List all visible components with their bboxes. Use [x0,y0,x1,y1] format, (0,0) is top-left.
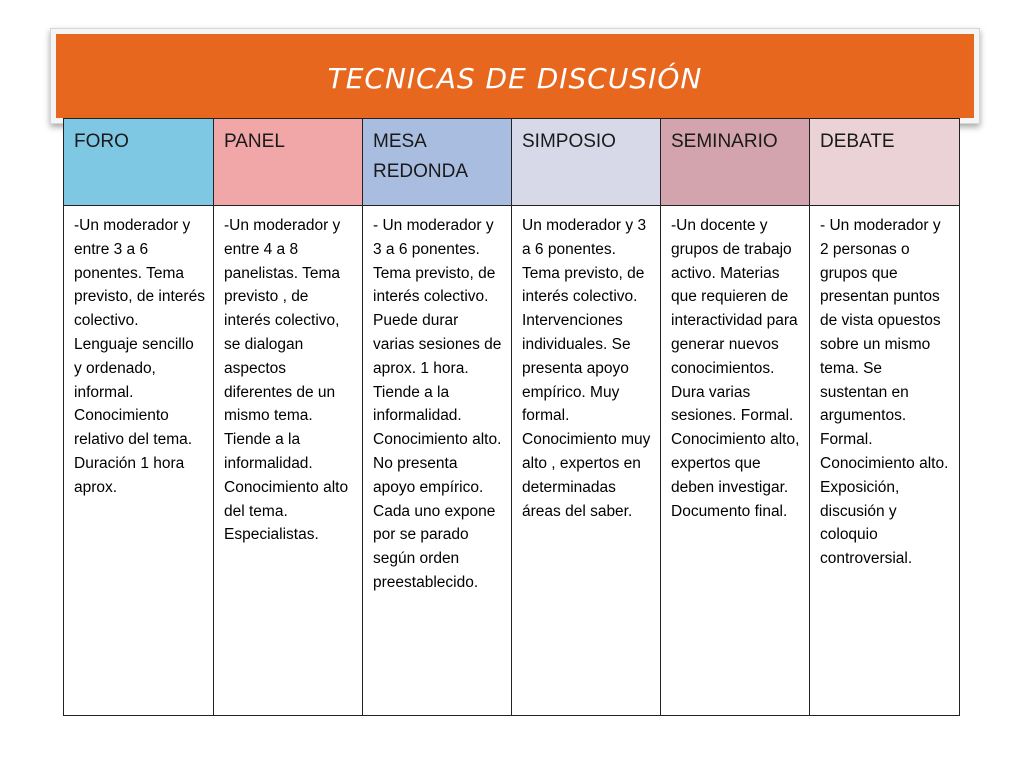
title-banner [56,34,974,118]
cell-seminario: -Un docente y grupos de trabajo activo. Materias que requieren de interactividad para generar nuevos conocimientos. Dura varias sesiones. Formal. Conocimiento alto, expertos que deben investigar. Documento final. [661,206,810,716]
title-banner-frame [50,28,980,124]
cell-mesa-redonda: - Un moderador y 3 a 6 ponentes. Tema previsto, de interés colectivo. Puede durar varias sesiones de aprox. 1 hora. Tiende a la informalidad. Conocimiento alto. No presenta apoyo empírico. Cada uno expone por se parado según orden preestablecido. [363,206,512,716]
table-row [64,206,960,716]
header-foro: FORO [64,119,214,206]
table-header-row [64,119,960,206]
header-debate: DEBATE [810,119,960,206]
page-title: TECNICAS DE DISCUSIÓN [327,61,703,95]
cell-debate: - Un moderador y 2 personas o grupos que presentan puntos de vista opuestos sobre un mismo tema. Se sustentan en argumentos. Formal. Conocimiento alto. Exposición, discusión y coloquio controversial. [810,206,960,716]
header-simposio: SIMPOSIO [512,119,661,206]
header-mesa-redonda: MESA REDONDA [363,119,512,206]
header-panel: PANEL [214,119,363,206]
header-seminario: SEMINARIO [661,119,810,206]
cell-panel: -Un moderador y entre 4 a 8 panelistas. Tema previsto , de interés colectivo, se dialogan aspectos diferentes de un mismo tema. Tiende a la informalidad. Conocimiento alto del tema. Especialistas. [214,206,363,716]
cell-foro: -Un moderador y entre 3 a 6 ponentes. Tema previsto, de interés colectivo. Lenguaje sencillo y ordenado, informal. Conocimiento relativo del tema. Duración 1 hora aprox. [64,206,214,716]
techniques-table [63,118,960,716]
cell-simposio: Un moderador y 3 a 6 ponentes. Tema previsto, de interés colectivo. Intervenciones individuales. Se presenta apoyo empírico. Muy formal. Conocimiento muy alto , expertos en determinadas áreas del saber. [512,206,661,716]
